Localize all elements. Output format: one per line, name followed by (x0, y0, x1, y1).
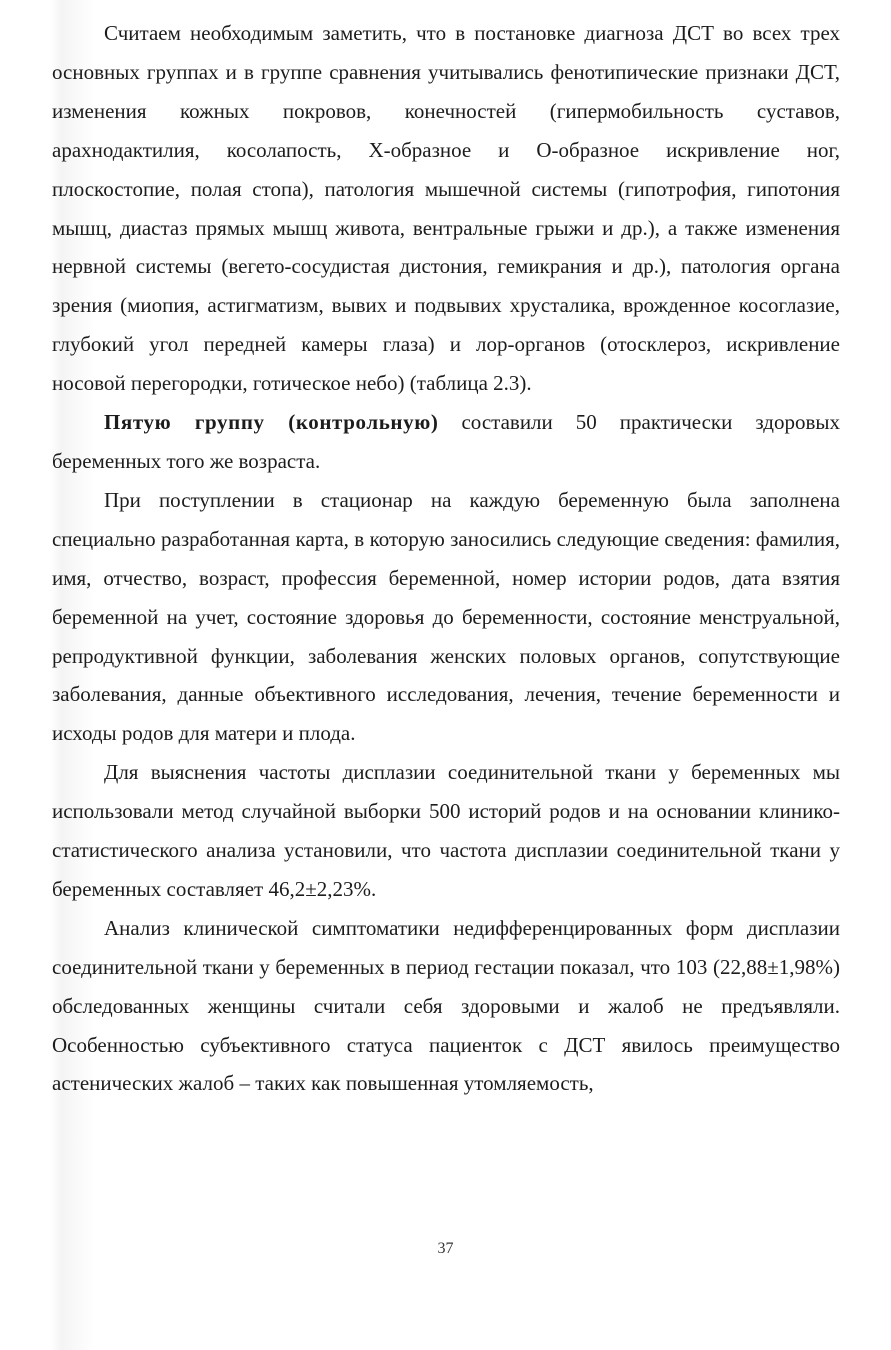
paragraph-3-text: При поступлении в стационар на каждую беременную была заполнена специально разработанная карта, в которую заносились следующие сведения: фамилия, имя, отчество, возраст, профессия беременной, номер истории родов, дата взятия беременной на учет, состояние здоровья до беременности, состояние менструальной, репродуктивной функции, заболевания женских половых органов, сопутствующие заболевания, данные объективного исследования, лечения, течение беременности и исходы родов для матери и плода. (52, 487, 840, 746)
document-page (52, 14, 840, 1103)
page-number: 37 (437, 1240, 454, 1257)
paragraph-2 (52, 403, 840, 481)
paragraph-1 (52, 14, 840, 403)
paragraph-2-text: составили 50 практически здоровых беременных того же возраста. (52, 410, 841, 473)
paragraph-5 (52, 909, 840, 1104)
paragraph-1-text: Считаем необходимым заметить, что в постановке диагноза ДСТ во всех трех основных группах и в группе сравнения учитывались фенотипические признаки ДСТ, изменения кожных покровов, конечностей (гипермобильность суставов, арахнодактилия, косолапость, Х-образное и О-образное искривление ног, плоскостопие, полая стопа), патология мышечной системы (гипотрофия, гипотония мышц, диастаз прямых мышц живота, вентральные грыжи и др.), а также изменения нервной системы (вегето-сосудистая дистония, гемикрания и др.), патология органа зрения (миопия, астигматизм, вывих и подвывих хрусталика, врожденное косоглазие, глубокий угол передней камеры глаза) и лор-органов (отосклероз, искривление носовой перегородки, готическое небо) (таблица 2.3). (52, 21, 840, 396)
paragraph-3 (52, 481, 840, 753)
paragraph-2-bold-lead: Пятую группу (контрольную) (104, 410, 439, 435)
paragraph-4-text: Для выяснения частоты дисплазии соединительной ткани у беременных мы использовали метод случайной выборки 500 историй родов и на основании клинико-статистического анализа установили, что частота дисплазии соединительной ткани у беременных составляет 46,2±2,23%. (52, 760, 840, 901)
paragraph-5-text: Анализ клинической симптоматики недифференцированных форм дисплазии соединительной ткани у беременных в период гестации показал, что 103 (22,88±1,98%) обследованных женщины считали себя здоровыми и жалоб не предъявляли. Особенностью субъективного статуса пациенток с ДСТ явилось преимущество астенических жалоб – таких как повышенная утомляемость, (52, 915, 840, 1096)
paragraph-4 (52, 753, 840, 909)
